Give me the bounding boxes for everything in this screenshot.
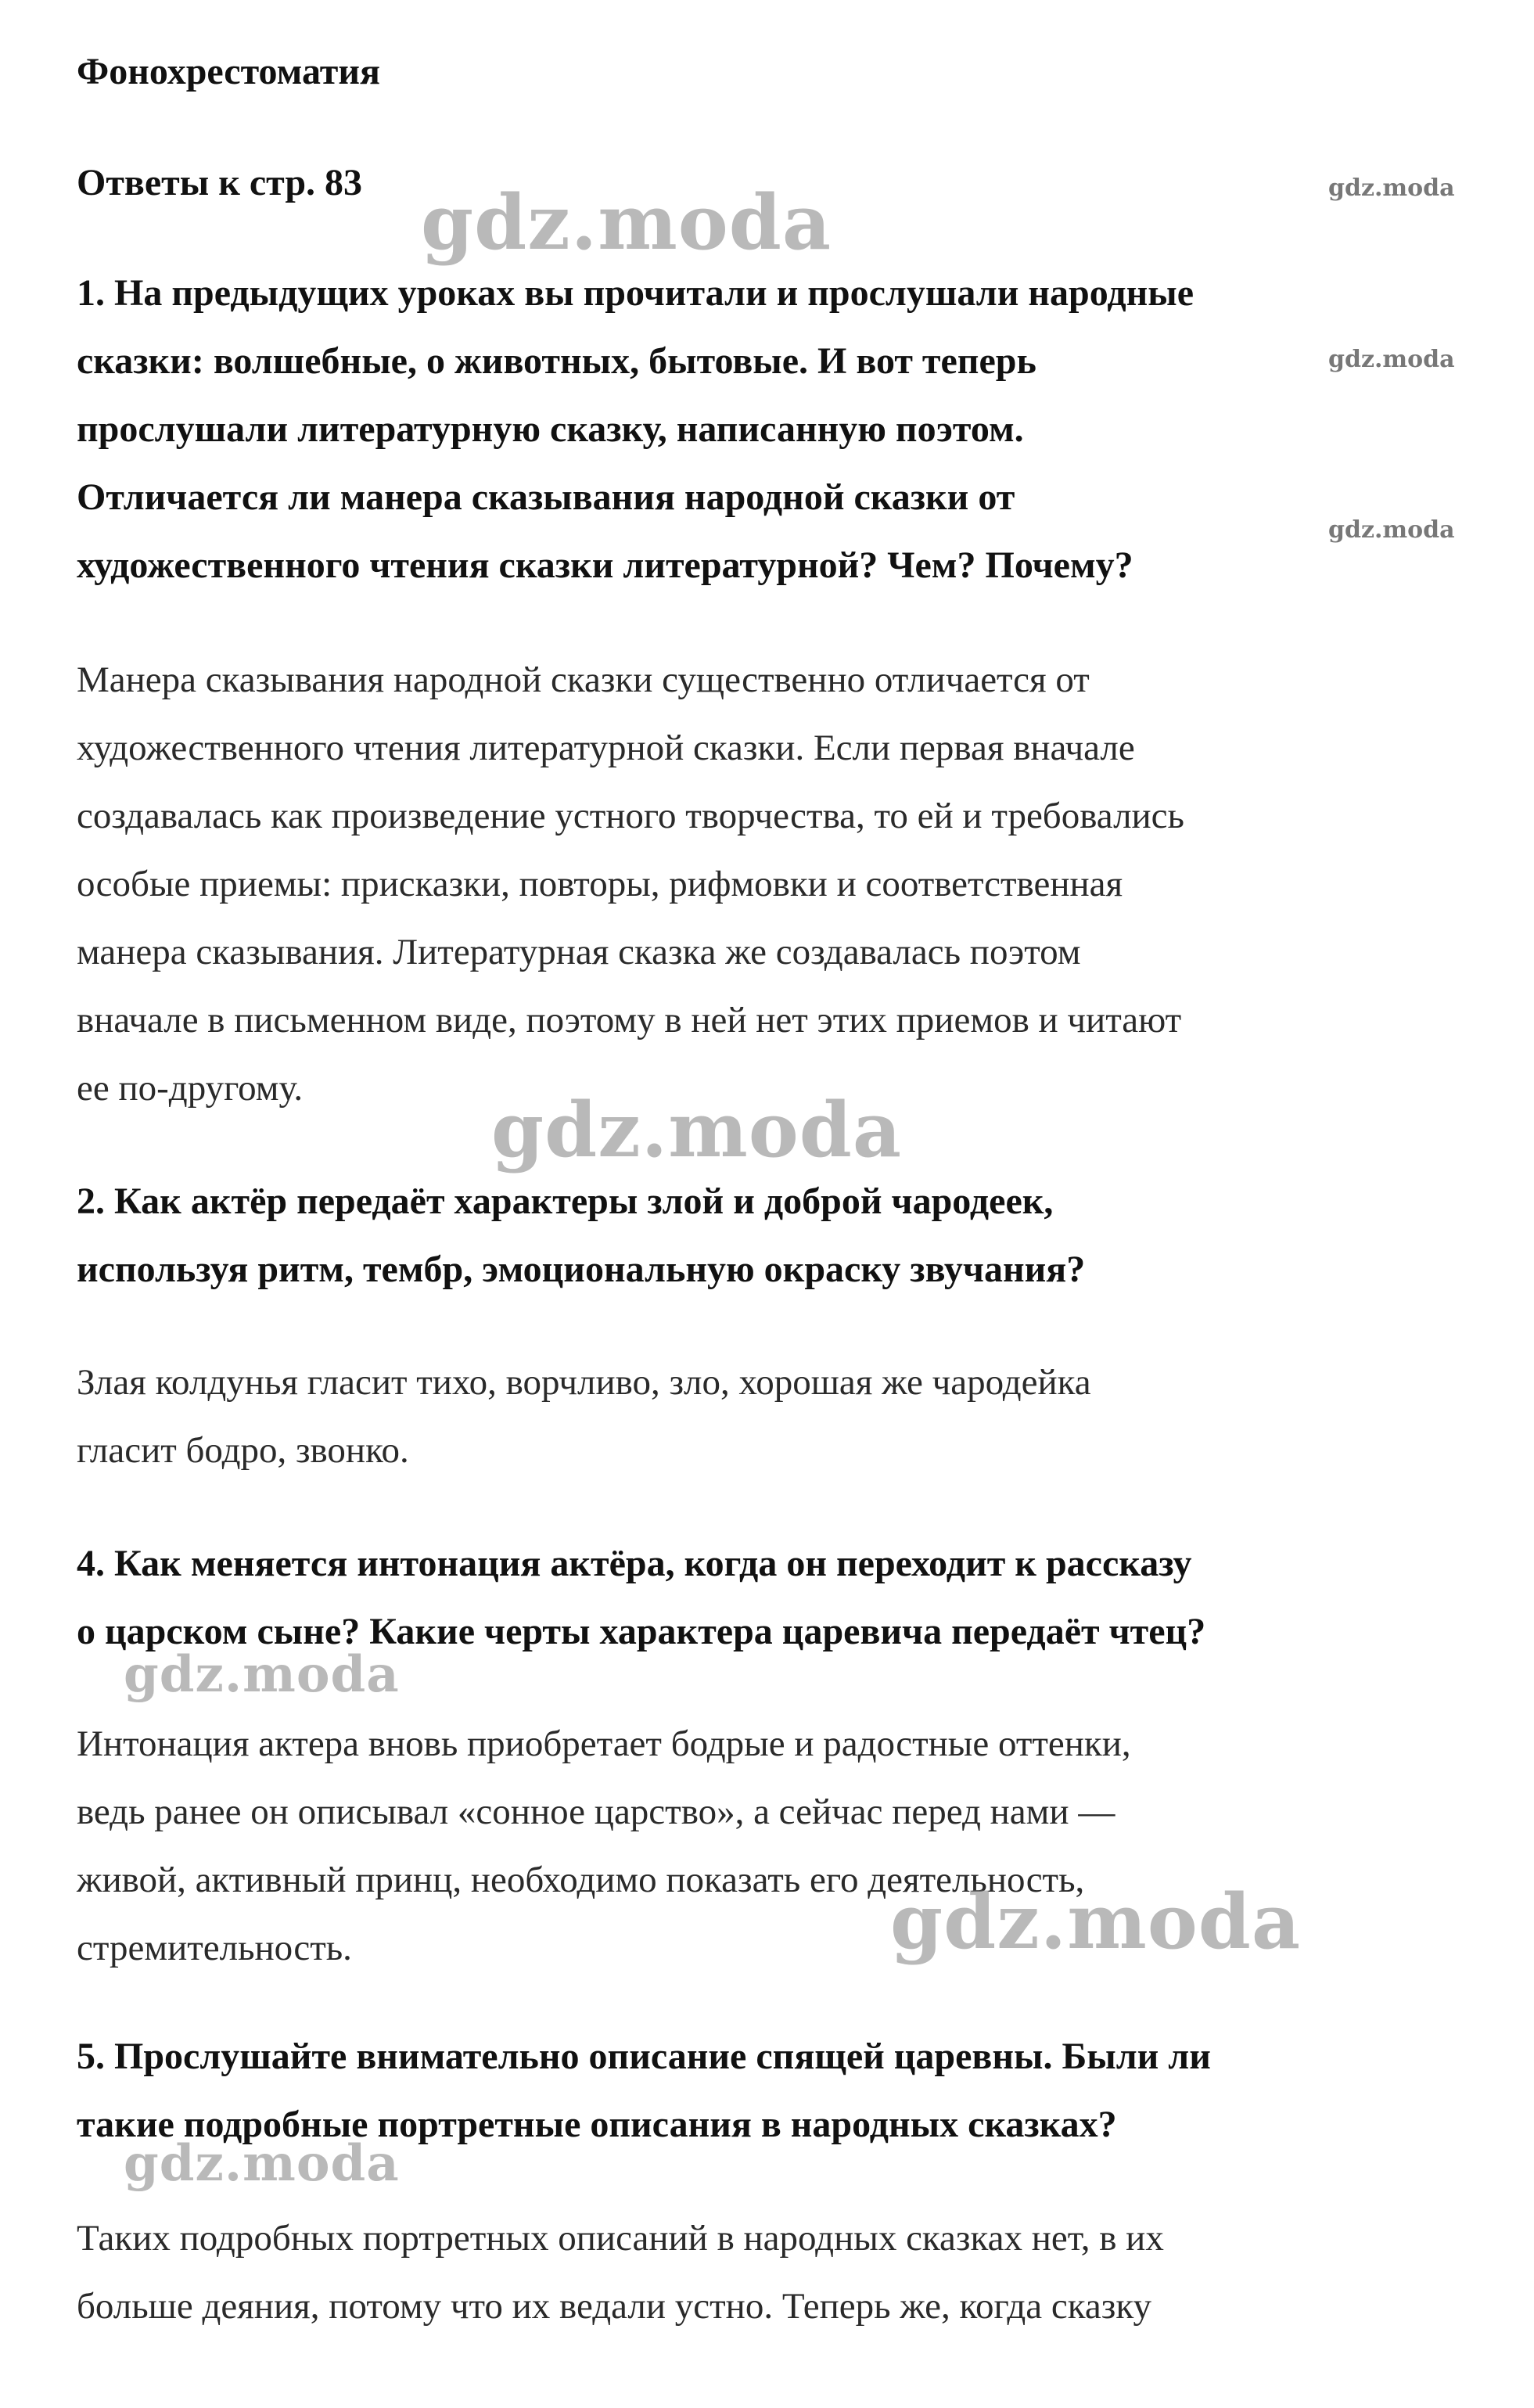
question-5: [77, 2022, 1211, 2158]
question-2-line: используя ритм, тембр, эмоциональную окраску звучания?: [77, 1249, 1086, 1290]
answer-1-line: художественного чтения литературной сказки. Если первая вначале: [77, 728, 1135, 768]
answer-1-line: создавалась как произведение устного творчества, то ей и требовались: [77, 796, 1184, 836]
answer-1-line: манера сказывания. Литературная сказка же создавалась поэтом: [77, 932, 1081, 972]
answer-4: [77, 1710, 1131, 1982]
question-1-line: художественного чтения сказки литературной? Чем? Почему?: [77, 544, 1133, 586]
answer-2-line: Злая колдунья гласит тихо, ворчливо, зло, хорошая же чародейка: [77, 1362, 1091, 1403]
question-1: [77, 259, 1194, 599]
watermark: gdz.moda: [124, 1645, 400, 1704]
answer-4-line: ведь ранее он описывал «сонное царство», а сейчас перед нами —: [77, 1792, 1115, 1832]
page-title: Фонохрестоматия: [77, 51, 380, 92]
answer-2-line: гласит бодро, звонко.: [77, 1430, 409, 1471]
page-subtitle: Ответы к стр. 83: [77, 162, 363, 203]
question-5-line: 5. Прослушайте внимательно описание спящей царевны. Были ли: [77, 2036, 1211, 2077]
watermark: gdz.moda: [890, 1878, 1302, 1966]
answer-4-line: живой, активный принц, необходимо показать его деятельность,: [77, 1860, 1085, 1900]
question-5-line: такие подробные портретные описания в народных сказках?: [77, 2104, 1117, 2145]
watermark: gdz.moda: [491, 1086, 903, 1174]
watermark: gdz.moda: [1328, 516, 1455, 544]
watermark: gdz.moda: [124, 2134, 400, 2193]
answer-1: [77, 646, 1184, 1123]
watermark: gdz.moda: [1328, 174, 1455, 202]
question-1-line: сказки: волшебные, о животных, бытовые. И вот теперь: [77, 340, 1036, 382]
question-1-line: 1. На предыдущих уроках вы прочитали и прослушали народные: [77, 272, 1195, 314]
question-4-line: о царском сыне? Какие черты характера царевича передаёт чтец?: [77, 1611, 1206, 1652]
question-1-line: Отличается ли манера сказывания народной сказки от: [77, 476, 1015, 518]
question-2: [77, 1167, 1085, 1303]
question-2-line: 2. Как актёр передаёт характеры злой и доброй чародеек,: [77, 1181, 1054, 1222]
answer-1-line: ее по-другому.: [77, 1068, 304, 1109]
watermark: gdz.moda: [1328, 346, 1455, 373]
answer-2: [77, 1349, 1091, 1485]
answer-1-line: особые приемы: присказки, повторы, рифмовки и соответственная: [77, 864, 1123, 904]
answer-1-line: Манера сказывания народной сказки существенно отличается от: [77, 660, 1090, 700]
question-4: [77, 1529, 1205, 1666]
answer-5-line: больше деяния, потому что их ведали устно. Теперь же, когда сказку: [77, 2286, 1151, 2327]
question-4-line: 4. Как меняется интонация актёра, когда он переходит к рассказу: [77, 1543, 1192, 1584]
question-1-line: прослушали литературную сказку, написанную поэтом.: [77, 408, 1024, 450]
answer-4-line: Интонация актера вновь приобретает бодрые и радостные оттенки,: [77, 1723, 1131, 1764]
answer-1-line: вначале в письменном виде, поэтому в ней нет этих приемов и читают: [77, 1000, 1182, 1040]
answer-5: [77, 2205, 1164, 2341]
answer-5-line: Таких подробных портретных описаний в народных сказках нет, в их: [77, 2218, 1164, 2259]
answer-4-line: стремительность.: [77, 1928, 352, 1968]
watermark: gdz.moda: [421, 178, 832, 267]
